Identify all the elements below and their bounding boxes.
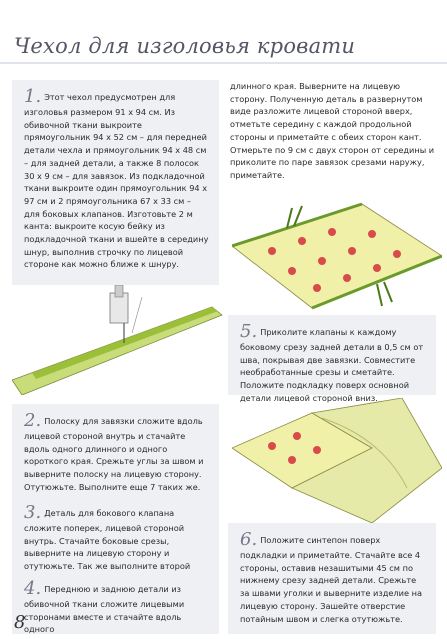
step-text: Полоску для завязки сложите вдоль лицевой стороной внутрь и стачайте вдоль одного длинного и одного короткого края. Срежьте углы за швом и выверните полоску на лицевую сторону. Отутюжьте. Выполните еще 7 таких же. bbox=[24, 416, 204, 492]
step-number: 2. bbox=[24, 410, 42, 431]
step-number: 3. bbox=[24, 502, 42, 523]
step-1 bbox=[12, 80, 219, 285]
step-3 bbox=[12, 496, 219, 572]
step-4 bbox=[12, 572, 219, 634]
step-text: Положите синтепон поверх подкладки и приметайте. Стачайте все 4 стороны, оставив незашитыми 45 см по нижнему срезу задней детали. Срежьте за швами уголки и выверните изделие на лицевую сторону. Зашейте отверстие потайным швом и слегка отутюжьте. bbox=[240, 535, 422, 624]
step-text: Приколите клапаны к каждому боковому срезу задней детали в 0,5 см от шва, покрывая две завязки. Совместите необработанные срезы и сметайте. Положите подкладку поверх основной детали лицевой стороной вниз. bbox=[240, 327, 424, 403]
title-underline bbox=[0, 62, 447, 64]
step-text: Этот чехол предусмотрен для изголовья размером 91 х 94 см. Из обивочной ткани выкроите прямоугольник 94 х 52 см – для передней детали чехла и прямоугольник 94 х 48 см – для задней детали, а также 8 полосок 30 х 9 см – для завязок. Из подкладочной ткани выкроите один прямоугольник 94 х 97 см и 2 прямоугольника 67 х 33 см – для боковых клапанов. Изготовьте 2 м канта: выкроите косую бейку из подкладочной ткани и вшейте в середину шнур, выполнив строчку по лицевой стороне как можно ближе к шнуру. bbox=[24, 92, 209, 270]
step-text: длинного края. Выверните на лицевую сторону. Полученную деталь в развернутом виде разложите лицевой стороной вверх, отметьте середину с каждой продольной стороны и приметайте с обеих сторон кант. Отмерьте по 9 см с двух сторон от середины и приколите по паре завязок срезами наружу, приметайте. bbox=[230, 81, 435, 180]
page-title: Чехол для изголовья кровати bbox=[14, 34, 356, 58]
step-number: 4. bbox=[24, 578, 42, 599]
page-number: 8 bbox=[14, 612, 26, 633]
step-number: 1. bbox=[24, 86, 42, 107]
lining-illustration bbox=[232, 398, 442, 523]
step-4-continued bbox=[230, 80, 435, 182]
step-5 bbox=[228, 315, 436, 403]
step-number: 6. bbox=[240, 529, 258, 550]
step-text: Деталь для бокового клапана сложите поперек, лицевой стороной внутрь. Стачайте боковые срезы, выверните на лицевую сторону и отутюжьте. Так же выполните второй bbox=[24, 508, 191, 572]
sewing-piping-illustration bbox=[12, 285, 227, 395]
step-number: 5. bbox=[240, 321, 258, 342]
step-6 bbox=[228, 523, 436, 634]
step-text: Переднюю и заднюю детали из обивочной ткани сложите лицевыми сторонами вместе и стачайте вдоль одного bbox=[24, 584, 185, 635]
fabric-ties-illustration bbox=[232, 196, 442, 314]
step-2 bbox=[12, 404, 219, 496]
